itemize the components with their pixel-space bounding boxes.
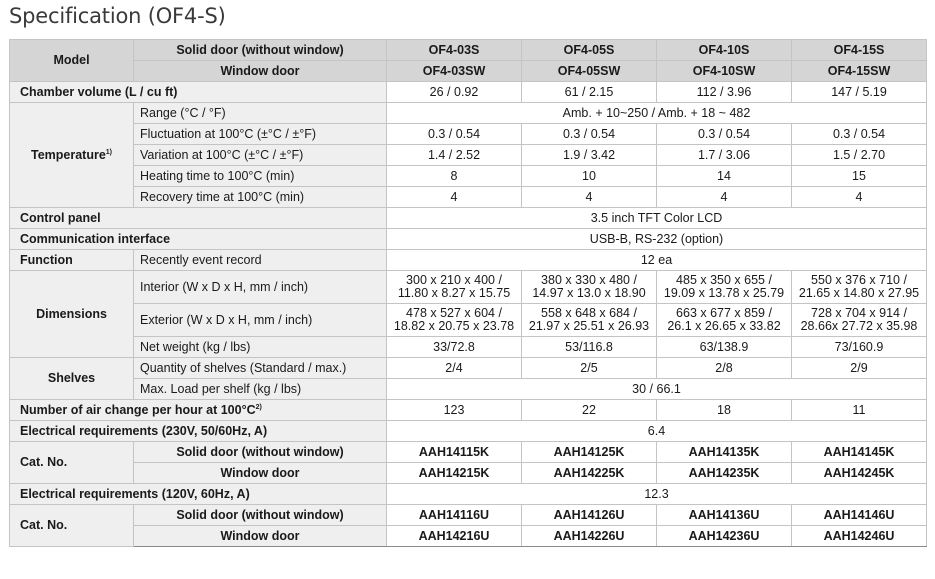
- control-panel-label: Control panel: [10, 208, 387, 229]
- cat-230v-solid-row: [10, 442, 927, 463]
- cat-no-230v-label: Cat. No.: [10, 442, 134, 484]
- heating-time-label: Heating time to 100°C (min): [134, 166, 387, 187]
- recovery-time-value: 4: [657, 187, 792, 208]
- window-door-header: Window door: [134, 61, 387, 82]
- recovery-time-value: 4: [792, 187, 927, 208]
- page-title: Specification (OF4-S): [9, 4, 226, 28]
- interior-label: Interior (W x D x H, mm / inch): [134, 271, 387, 304]
- variation-value: 1.7 / 3.06: [657, 145, 792, 166]
- electrical-120v-value: 12.3: [387, 484, 927, 505]
- function-row: [10, 250, 927, 271]
- air-change-value: 11: [792, 400, 927, 421]
- solid-door-header: Solid door (without window): [134, 40, 387, 61]
- model-header: Model: [10, 40, 134, 82]
- cat-number: AAH14145K: [792, 442, 927, 463]
- interior-value: 300 x 210 x 400 / 11.80 x 8.27 x 15.75: [387, 271, 522, 304]
- net-weight-value: 63/138.9: [657, 337, 792, 358]
- shelf-quantity-label: Quantity of shelves (Standard / max.): [134, 358, 387, 379]
- chamber-volume-value: 147 / 5.19: [792, 82, 927, 103]
- variation-value: 1.9 / 3.42: [522, 145, 657, 166]
- cat-number: AAH14115K: [387, 442, 522, 463]
- control-panel-row: [10, 208, 927, 229]
- exterior-label: Exterior (W x D x H, mm / inch): [134, 304, 387, 337]
- net-weight-value: 73/160.9: [792, 337, 927, 358]
- fluctuation-row: [10, 124, 927, 145]
- cat-number: AAH14136U: [657, 505, 792, 526]
- exterior-value: 663 x 677 x 859 / 26.1 x 26.65 x 33.82: [657, 304, 792, 337]
- heating-time-value: 15: [792, 166, 927, 187]
- air-change-value: 123: [387, 400, 522, 421]
- heating-time-row: [10, 166, 927, 187]
- fluctuation-value: 0.3 / 0.54: [522, 124, 657, 145]
- range-label: Range (°C / °F): [134, 103, 387, 124]
- cat-120v-solid-label: Solid door (without window): [134, 505, 387, 526]
- footnote-1: 1): [105, 148, 113, 156]
- fluctuation-value: 0.3 / 0.54: [387, 124, 522, 145]
- shelf-quantity-value: 2/4: [387, 358, 522, 379]
- fluctuation-value: 0.3 / 0.54: [792, 124, 927, 145]
- model-window-05: OF4-05SW: [522, 61, 657, 82]
- variation-value: 1.5 / 2.70: [792, 145, 927, 166]
- cat-230v-window-row: [10, 463, 927, 484]
- cat-number: AAH14226U: [522, 526, 657, 547]
- cat-120v-solid-row: [10, 505, 927, 526]
- temperature-range-row: [10, 103, 927, 124]
- net-weight-value: 33/72.8: [387, 337, 522, 358]
- net-weight-value: 53/116.8: [522, 337, 657, 358]
- temperature-label: Temperature$^{1)}$: [10, 103, 134, 208]
- cat-number: AAH14126U: [522, 505, 657, 526]
- net-weight-label: Net weight (kg / lbs): [134, 337, 387, 358]
- cat-230v-window-label: Window door: [134, 463, 387, 484]
- cat-number: AAH14116U: [387, 505, 522, 526]
- shelf-quantity-row: [10, 358, 927, 379]
- air-change-value: 18: [657, 400, 792, 421]
- heating-time-value: 8: [387, 166, 522, 187]
- cat-no-120v-label: Cat. No.: [10, 505, 134, 547]
- chamber-volume-row: [10, 82, 927, 103]
- range-value: Amb. + 10~250 / Amb. + 18 ~ 482: [387, 103, 927, 124]
- dimensions-label: Dimensions: [10, 271, 134, 358]
- recovery-time-value: 4: [522, 187, 657, 208]
- exterior-value: 728 x 704 x 914 / 28.66x 27.72 x 35.98: [792, 304, 927, 337]
- electrical-230v-value: 6.4: [387, 421, 927, 442]
- net-weight-row: [10, 337, 927, 358]
- variation-label: Variation at 100°C (±°C / ±°F): [134, 145, 387, 166]
- chamber-volume-value: 61 / 2.15: [522, 82, 657, 103]
- specification-table: [9, 39, 927, 547]
- interior-row: [10, 271, 927, 304]
- header-row-window: [10, 61, 927, 82]
- shelf-load-row: [10, 379, 927, 400]
- variation-row: [10, 145, 927, 166]
- control-panel-value: 3.5 inch TFT Color LCD: [387, 208, 927, 229]
- fluctuation-label: Fluctuation at 100°C (±°C / ±°F): [134, 124, 387, 145]
- air-change-row: [10, 400, 927, 421]
- air-change-value: 22: [522, 400, 657, 421]
- cat-number: AAH14236U: [657, 526, 792, 547]
- cat-number: AAH14246U: [792, 526, 927, 547]
- cat-number: AAH14125K: [522, 442, 657, 463]
- shelf-quantity-value: 2/9: [792, 358, 927, 379]
- cat-120v-window-row: [10, 526, 927, 547]
- header-row-solid: [10, 40, 927, 61]
- communication-label: Communication interface: [10, 229, 387, 250]
- interior-value: 485 x 350 x 655 / 19.09 x 13.78 x 25.79: [657, 271, 792, 304]
- communication-row: [10, 229, 927, 250]
- cat-number: AAH14225K: [522, 463, 657, 484]
- electrical-120v-row: [10, 484, 927, 505]
- model-window-15: OF4-15SW: [792, 61, 927, 82]
- shelf-quantity-value: 2/8: [657, 358, 792, 379]
- cat-number: AAH14215K: [387, 463, 522, 484]
- shelves-label: Shelves: [10, 358, 134, 400]
- shelf-quantity-value: 2/5: [522, 358, 657, 379]
- electrical-230v-label: Electrical requirements (230V, 50/60Hz, A): [10, 421, 387, 442]
- chamber-volume-value: 112 / 3.96: [657, 82, 792, 103]
- fluctuation-value: 0.3 / 0.54: [657, 124, 792, 145]
- communication-value: USB-B, RS-232 (option): [387, 229, 927, 250]
- recovery-time-label: Recovery time at 100°C (min): [134, 187, 387, 208]
- cat-120v-window-label: Window door: [134, 526, 387, 547]
- heating-time-value: 14: [657, 166, 792, 187]
- variation-value: 1.4 / 2.52: [387, 145, 522, 166]
- cat-number: AAH14146U: [792, 505, 927, 526]
- footnote-2: 2): [255, 403, 262, 411]
- model-solid-03: OF4-03S: [387, 40, 522, 61]
- cat-number: AAH14135K: [657, 442, 792, 463]
- exterior-value: 558 x 648 x 684 / 21.97 x 25.51 x 26.93: [522, 304, 657, 337]
- function-sub-label: Recently event record: [134, 250, 387, 271]
- interior-value: 380 x 330 x 480 / 14.97 x 13.0 x 18.90: [522, 271, 657, 304]
- exterior-value: 478 x 527 x 604 / 18.82 x 20.75 x 23.78: [387, 304, 522, 337]
- chamber-volume-value: 26 / 0.92: [387, 82, 522, 103]
- model-solid-15: OF4-15S: [792, 40, 927, 61]
- electrical-120v-label: Electrical requirements (120V, 60Hz, A): [10, 484, 387, 505]
- recovery-time-row: [10, 187, 927, 208]
- cat-number: AAH14245K: [792, 463, 927, 484]
- cat-230v-solid-label: Solid door (without window): [134, 442, 387, 463]
- model-solid-10: OF4-10S: [657, 40, 792, 61]
- model-solid-05: OF4-05S: [522, 40, 657, 61]
- function-label: Function: [10, 250, 134, 271]
- chamber-volume-label: Chamber volume (L / cu ft): [10, 82, 387, 103]
- function-value: 12 ea: [387, 250, 927, 271]
- cat-number: AAH14235K: [657, 463, 792, 484]
- electrical-230v-row: [10, 421, 927, 442]
- shelf-load-value: 30 / 66.1: [387, 379, 927, 400]
- cat-number: AAH14216U: [387, 526, 522, 547]
- shelf-load-label: Max. Load per shelf (kg / lbs): [134, 379, 387, 400]
- model-window-03: OF4-03SW: [387, 61, 522, 82]
- recovery-time-value: 4: [387, 187, 522, 208]
- air-change-label: Number of air change per hour at $100^\circ C^{2)}$: [10, 400, 387, 421]
- model-window-10: OF4-10SW: [657, 61, 792, 82]
- heating-time-value: 10: [522, 166, 657, 187]
- interior-value: 550 x 376 x 710 / 21.65 x 14.80 x 27.95: [792, 271, 927, 304]
- exterior-row: [10, 304, 927, 337]
